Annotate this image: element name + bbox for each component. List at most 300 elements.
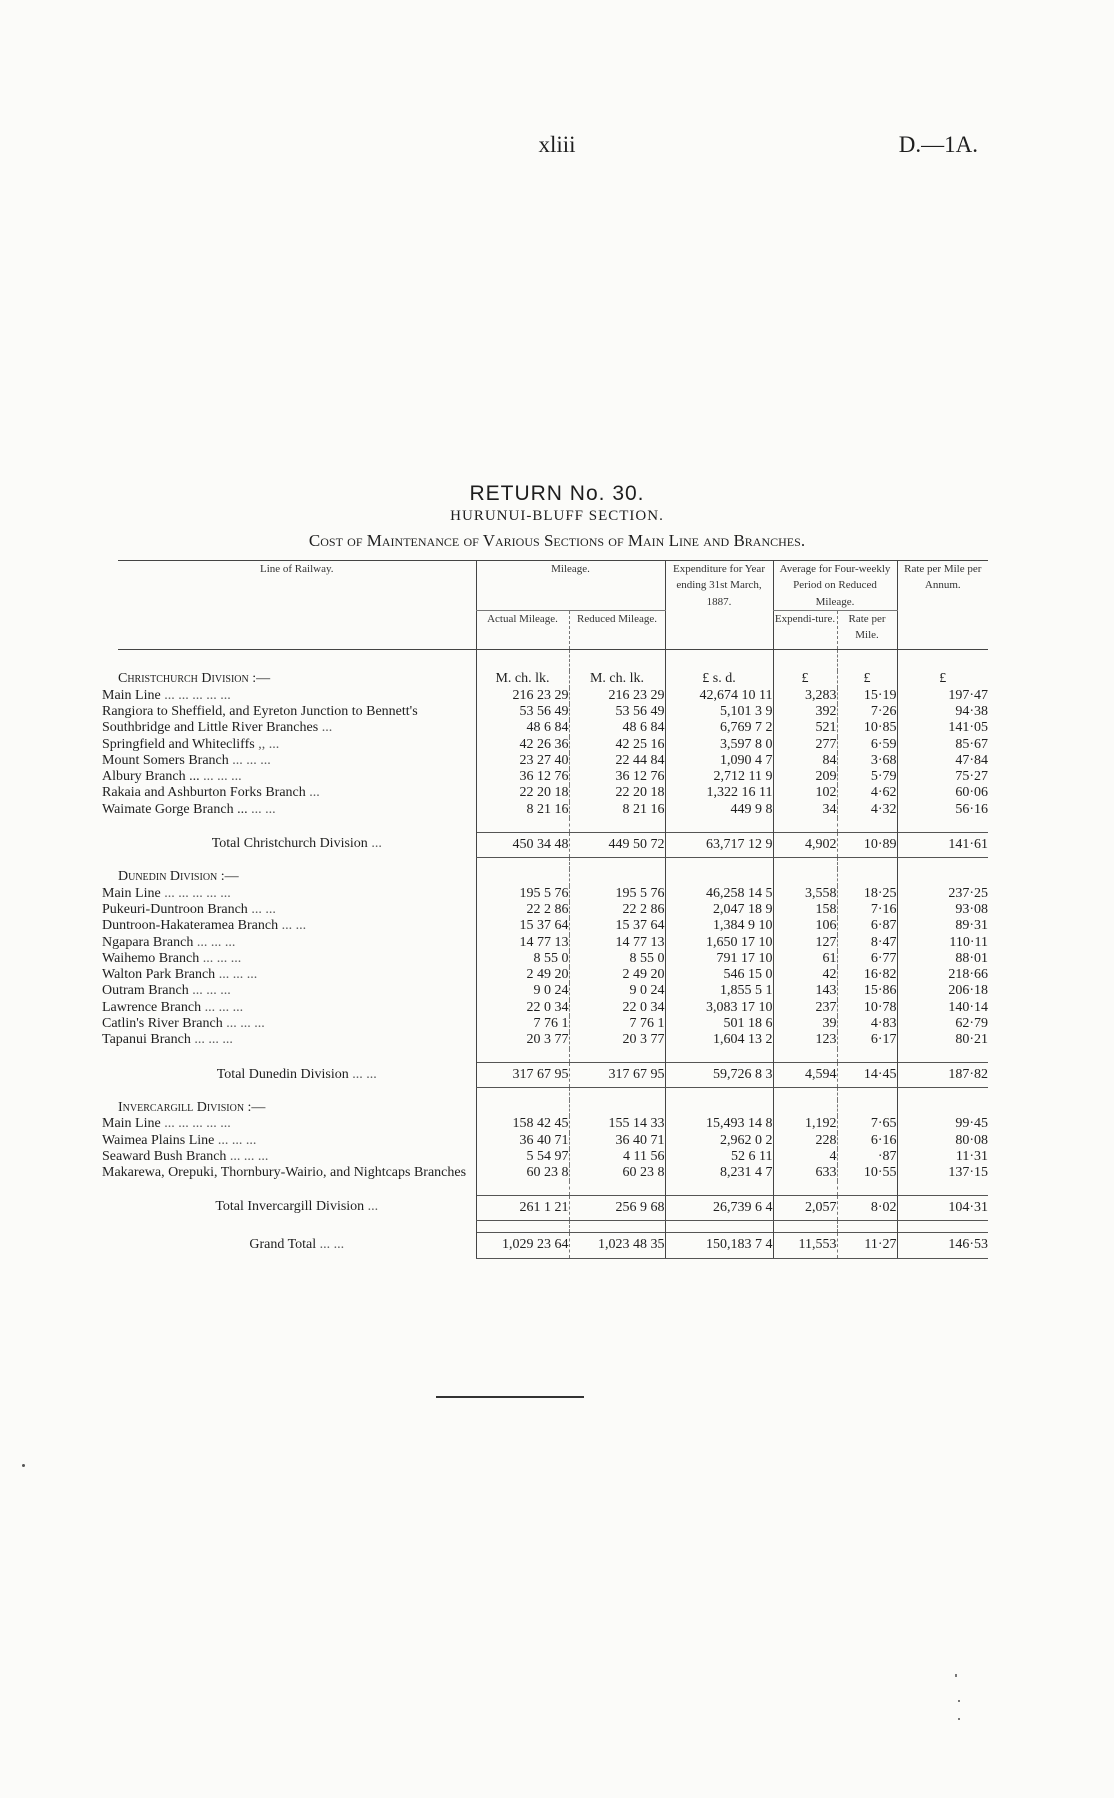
avg-rate-per-mile: 6·16 (837, 1133, 897, 1149)
page-speck (958, 1700, 960, 1702)
table-row (118, 688, 988, 704)
avg-expenditure: 11,553 (773, 1233, 837, 1258)
expenditure: 1,322 16 11 (665, 785, 773, 801)
avg-expenditure: 143 (773, 983, 837, 999)
unit-expenditure: £ s. d. (665, 671, 773, 687)
actual-mileage: 22 2 86 (476, 902, 569, 918)
expenditure: 59,726 8 3 (665, 1063, 773, 1088)
line-label: Mount Somers Branch (102, 752, 229, 768)
actual-mileage: 9 0 24 (476, 983, 569, 999)
avg-expenditure: 521 (773, 720, 837, 736)
leader-dots: ... ... ... ... ... (164, 1116, 231, 1132)
avg-expenditure: 4,594 (773, 1063, 837, 1088)
avg-expenditure: 2,057 (773, 1195, 837, 1220)
line-name (102, 752, 476, 769)
rate-per-annum: 141·05 (897, 720, 988, 736)
avg-expenditure: 102 (773, 785, 837, 801)
expenditure: 1,650 17 10 (665, 935, 773, 951)
page-speck (22, 1464, 25, 1467)
spacer-row (118, 1049, 988, 1063)
spacer-row (118, 1088, 988, 1100)
spacer-row (118, 1181, 988, 1195)
division-heading: Christchurch Division :— (118, 671, 271, 687)
leader-dots: ,, ... (258, 736, 280, 752)
expenditure: 546 15 0 (665, 967, 773, 983)
expenditure: 3,083 17 10 (665, 1000, 773, 1016)
line-label: Total Invercargill Division (215, 1199, 365, 1215)
reduced-mileage: 22 44 84 (569, 753, 665, 769)
table-row (118, 886, 988, 902)
expenditure: 150,183 7 4 (665, 1233, 773, 1258)
line-name (102, 1032, 476, 1048)
document-reference: D.—1A. (898, 132, 978, 157)
line-label: Duntroon-Hakateramea Branch (102, 918, 279, 934)
avg-rate-per-mile: 7·26 (837, 704, 897, 720)
table-row (118, 785, 988, 801)
rate-per-annum: 141·61 (897, 832, 988, 857)
header-rate-per-annum: Rate per Mile per Annum. (897, 561, 988, 650)
table-row (118, 902, 988, 918)
actual-mileage: 7 76 1 (476, 1016, 569, 1032)
leader-dots: ... ... (352, 1066, 377, 1082)
table-row (118, 720, 988, 736)
leader-dots: ... ... ... (217, 1132, 257, 1148)
header-avg-expenditure: Expendi-ture. (773, 610, 837, 649)
avg-rate-per-mile: 6·87 (837, 918, 897, 934)
grand-total-row (118, 1233, 988, 1258)
rate-per-annum: 197·47 (897, 688, 988, 704)
actual-mileage: 5 54 97 (476, 1149, 569, 1165)
dunedin-division-rows (102, 857, 989, 1088)
table-row (118, 1133, 988, 1149)
line-label: Total Christchurch Division (211, 836, 368, 852)
division-total-row (118, 832, 988, 857)
rate-per-annum: 89·31 (897, 918, 988, 934)
line-label: Main Line (102, 687, 161, 703)
reduced-mileage: 1,023 48 35 (569, 1233, 665, 1258)
table-row (118, 935, 988, 951)
rate-per-annum: 187·82 (897, 1063, 988, 1088)
line-name (102, 885, 476, 902)
leader-dots: ... ... ... ... ... (164, 687, 231, 703)
avg-rate-per-mile: 4·62 (837, 785, 897, 801)
page-number: xliii (538, 132, 576, 157)
spacer-row (118, 818, 988, 832)
avg-rate-per-mile: 8·02 (837, 1195, 897, 1220)
avg-rate-per-mile: 4·83 (837, 1016, 897, 1032)
avg-expenditure: 3,283 (773, 688, 837, 704)
rate-per-annum: 93·08 (897, 902, 988, 918)
reduced-mileage: 2 49 20 (569, 967, 665, 983)
division-heading-row (118, 1100, 988, 1116)
reduced-mileage: 36 12 76 (569, 769, 665, 785)
rate-per-annum: 47·84 (897, 753, 988, 769)
rate-per-annum: 75·27 (897, 769, 988, 785)
expenditure: 8,231 4 7 (665, 1165, 773, 1181)
table-caption: Cost of Maintenance of Various Sections of Main Line and Branches. (308, 531, 806, 550)
line-label: Rakaia and Ashburton Forks Branch (102, 785, 306, 801)
header-reduced-mileage: Reduced Mileage. (569, 610, 665, 649)
rate-per-annum: 99·45 (897, 1116, 988, 1132)
reduced-mileage: 216 23 29 (569, 688, 665, 704)
line-name (102, 983, 476, 999)
avg-expenditure: 123 (773, 1032, 837, 1048)
line-name (102, 720, 476, 736)
spacer-row (118, 1221, 988, 1233)
reduced-mileage: 22 0 34 (569, 1000, 665, 1016)
avg-rate-per-mile: 18·25 (837, 886, 897, 902)
expenditure: 449 9 8 (665, 802, 773, 818)
table-row (118, 769, 988, 785)
avg-expenditure: 84 (773, 753, 837, 769)
avg-expenditure: 61 (773, 951, 837, 967)
table-row (118, 967, 988, 983)
line-label: Waimea Plains Line (102, 1132, 215, 1148)
expenditure: 5,101 3 9 (665, 704, 773, 720)
line-name (102, 1116, 476, 1132)
unit-rate: £ (897, 671, 988, 687)
expenditure: 42,674 10 11 (665, 688, 773, 704)
table-row (118, 1116, 988, 1132)
line-name (118, 1063, 476, 1088)
line-name (102, 918, 476, 934)
avg-expenditure: 633 (773, 1165, 837, 1181)
rate-per-annum: 85·67 (897, 737, 988, 753)
table-row (118, 983, 988, 999)
maintenance-cost-table (102, 560, 989, 1259)
leader-dots: ... (367, 1199, 379, 1215)
actual-mileage: 8 55 0 (476, 951, 569, 967)
invercargill-division-rows (102, 1088, 989, 1221)
line-name (102, 950, 476, 967)
line-name (102, 687, 476, 704)
reduced-mileage: 4 11 56 (569, 1149, 665, 1165)
unit-avg-rate: £ (837, 671, 897, 687)
line-name (102, 967, 476, 983)
reduced-mileage: 53 56 49 (569, 704, 665, 720)
leader-dots: ... ... ... (232, 752, 271, 768)
header-row-1 (118, 561, 988, 611)
actual-mileage: 216 23 29 (476, 688, 569, 704)
avg-rate-per-mile: 5·79 (837, 769, 897, 785)
avg-expenditure: 39 (773, 1016, 837, 1032)
table-row (118, 1032, 988, 1048)
expenditure: 6,769 7 2 (665, 720, 773, 736)
avg-expenditure: 277 (773, 737, 837, 753)
expenditure: 1,090 4 7 (665, 753, 773, 769)
reduced-mileage: 9 0 24 (569, 983, 665, 999)
actual-mileage: 60 23 8 (476, 1165, 569, 1181)
header-avg-rate: Rate per Mile. (837, 610, 897, 649)
line-name (102, 703, 476, 720)
line-name (102, 1132, 476, 1149)
avg-rate-per-mile: ·87 (837, 1149, 897, 1165)
reduced-mileage: 195 5 76 (569, 886, 665, 902)
expenditure: 1,855 5 1 (665, 983, 773, 999)
leader-dots: ... ... ... (203, 769, 242, 785)
leader-dots: ... (371, 836, 382, 852)
actual-mileage: 317 67 95 (476, 1063, 569, 1088)
table-row (118, 802, 988, 818)
table-row (118, 704, 988, 720)
table-row (118, 1016, 988, 1032)
reduced-mileage: 317 67 95 (569, 1063, 665, 1088)
table-row (118, 1149, 988, 1165)
rate-per-annum: 237·25 (897, 886, 988, 902)
page-speck (958, 1718, 960, 1720)
line-label: Total Dunedin Division (216, 1066, 349, 1082)
line-label: Lawrence Branch (102, 999, 202, 1015)
rate-per-annum: 11·31 (897, 1149, 988, 1165)
rate-per-annum: 80·21 (897, 1032, 988, 1048)
avg-expenditure: 158 (773, 902, 837, 918)
reduced-mileage: 8 55 0 (569, 951, 665, 967)
avg-expenditure: 209 (773, 769, 837, 785)
rate-per-annum: 60·06 (897, 785, 988, 801)
division-total-row (118, 1195, 988, 1220)
rate-per-annum: 110·11 (897, 935, 988, 951)
actual-mileage: 450 34 48 (476, 832, 569, 857)
return-number-title: RETURN No. 30. (469, 482, 645, 505)
actual-mileage: 36 40 71 (476, 1133, 569, 1149)
avg-rate-per-mile: 6·17 (837, 1032, 897, 1048)
header-average: Average for Four-weekly Period on Reduced Mileage. (773, 561, 897, 611)
leader-dots: ... ... ... (218, 967, 258, 983)
leader-dots: ... ... (251, 801, 276, 817)
leader-dots: ... (321, 720, 333, 736)
reduced-mileage: 48 6 84 (569, 720, 665, 736)
avg-expenditure: 1,192 (773, 1116, 837, 1132)
avg-expenditure: 392 (773, 704, 837, 720)
expenditure: 15,493 14 8 (665, 1116, 773, 1132)
unit-avg-exp: £ (773, 671, 837, 687)
division-heading: Invercargill Division :— (118, 1099, 266, 1115)
rate-per-annum: 137·15 (897, 1165, 988, 1181)
unit-reduced: M. ch. lk. (569, 671, 665, 687)
actual-mileage: 20 3 77 (476, 1032, 569, 1048)
leader-dots: ... ... ... (192, 983, 231, 999)
actual-mileage: 53 56 49 (476, 704, 569, 720)
table-row (118, 753, 988, 769)
actual-mileage: 195 5 76 (476, 886, 569, 902)
avg-rate-per-mile: 16·82 (837, 967, 897, 983)
line-label: Main Line (102, 885, 161, 901)
line-label: Grand Total (249, 1236, 317, 1252)
rate-per-annum: 140·14 (897, 1000, 988, 1016)
leader-dots: ... ... (251, 901, 276, 917)
expenditure: 501 18 6 (665, 1016, 773, 1032)
division-total-row (118, 1063, 988, 1088)
avg-rate-per-mile: 15·19 (837, 688, 897, 704)
line-label: Waihemo Branch (102, 950, 200, 966)
table-row (118, 737, 988, 753)
line-label: Makarewa, Orepuki, Thornbury-Wairio, and Nightcaps Branches (102, 1165, 467, 1181)
line-name (102, 901, 476, 918)
avg-rate-per-mile: 10·89 (837, 832, 897, 857)
line-name (102, 999, 476, 1016)
reduced-mileage: 36 40 71 (569, 1133, 665, 1149)
avg-expenditure: 127 (773, 935, 837, 951)
expenditure: 52 6 11 (665, 1149, 773, 1165)
leader-dots: ... ... ... (202, 950, 242, 966)
avg-rate-per-mile: 11·27 (837, 1233, 897, 1258)
avg-rate-per-mile: 7·65 (837, 1116, 897, 1132)
reduced-mileage: 14 77 13 (569, 935, 665, 951)
rate-per-annum: 62·79 (897, 1016, 988, 1032)
christchurch-division-rows (102, 687, 989, 858)
expenditure: 2,047 18 9 (665, 902, 773, 918)
reduced-mileage: 8 21 16 (569, 802, 665, 818)
avg-expenditure: 42 (773, 967, 837, 983)
grand-total-rows (118, 1221, 988, 1258)
table-row (118, 951, 988, 967)
reduced-mileage: 155 14 33 (569, 1116, 665, 1132)
header-line-of-railway: Line of Railway. (118, 561, 476, 650)
line-name (102, 785, 476, 801)
line-name (102, 934, 476, 951)
line-label: Ngapara Branch (102, 934, 194, 950)
avg-rate-per-mile: 3·68 (837, 753, 897, 769)
leader-dots: ... ... ... (196, 934, 236, 950)
reduced-mileage: 22 20 18 (569, 785, 665, 801)
avg-rate-per-mile: 15·86 (837, 983, 897, 999)
unit-actual: M. ch. lk. (476, 671, 569, 687)
actual-mileage: 36 12 76 (476, 769, 569, 785)
actual-mileage: 158 42 45 (476, 1116, 569, 1132)
rate-per-annum: 56·16 (897, 802, 988, 818)
avg-expenditure: 34 (773, 802, 837, 818)
avg-expenditure: 237 (773, 1000, 837, 1016)
reduced-mileage: 7 76 1 (569, 1016, 665, 1032)
page-speck (955, 1674, 957, 1677)
reduced-mileage: 15 37 64 (569, 918, 665, 934)
line-label: Waimate Gorge Branch ... (102, 801, 248, 817)
expenditure: 46,258 14 5 (665, 886, 773, 902)
line-name (102, 1148, 476, 1165)
avg-rate-per-mile: 6·77 (837, 951, 897, 967)
avg-rate-per-mile: 8·47 (837, 935, 897, 951)
rate-per-annum: 80·08 (897, 1133, 988, 1149)
line-name (102, 1165, 476, 1181)
leader-dots: ... (309, 785, 320, 801)
header-expenditure: Expenditure for Year ending 31st March, 1887. (665, 561, 773, 650)
line-name (118, 832, 476, 857)
header-mileage: Mileage. (476, 561, 665, 611)
line-name (102, 801, 476, 818)
avg-expenditure: 3,558 (773, 886, 837, 902)
leader-dots: ... ... (281, 918, 307, 934)
line-name (102, 1016, 476, 1032)
expenditure: 63,717 12 9 (665, 832, 773, 857)
line-label: Outram Branch (102, 983, 189, 999)
avg-rate-per-mile: 10·55 (837, 1165, 897, 1181)
line-label: Albury Branch ... (102, 769, 200, 785)
leader-dots: ... ... ... ... ... (164, 885, 231, 901)
actual-mileage: 48 6 84 (476, 720, 569, 736)
line-label: Rangiora to Sheffield, and Eyreton Junction to Bennett's (102, 703, 418, 719)
reduced-mileage: 22 2 86 (569, 902, 665, 918)
actual-mileage: 2 49 20 (476, 967, 569, 983)
actual-mileage: 42 26 36 (476, 737, 569, 753)
units-row (118, 671, 988, 687)
table-row (118, 1000, 988, 1016)
rate-per-annum: 88·01 (897, 951, 988, 967)
table-row (118, 1165, 988, 1181)
leader-dots: ... ... ... (204, 999, 244, 1015)
leader-dots: ... ... ... (194, 1032, 233, 1048)
avg-rate-per-mile: 14·45 (837, 1063, 897, 1088)
line-label: Tapanui Branch (102, 1032, 191, 1048)
reduced-mileage: 256 9 68 (569, 1195, 665, 1220)
rate-per-annum: 206·18 (897, 983, 988, 999)
leader-dots: ... ... ... (226, 1016, 265, 1032)
avg-rate-per-mile: 10·85 (837, 720, 897, 736)
expenditure: 1,384 9 10 (665, 918, 773, 934)
spacer-row (118, 857, 988, 869)
avg-rate-per-mile: 4·32 (837, 802, 897, 818)
rate-per-annum: 94·38 (897, 704, 988, 720)
line-label: Seaward Bush Branch (102, 1148, 227, 1164)
line-label: Southbridge and Little River Branches (102, 720, 319, 736)
expenditure: 3,597 8 0 (665, 737, 773, 753)
line-label: Main Line (102, 1116, 161, 1132)
actual-mileage: 1,029 23 64 (476, 1233, 569, 1258)
leader-dots: ... ... ... (229, 1148, 269, 1164)
line-label: Pukeuri-Duntroon Branch (102, 901, 248, 917)
line-name (102, 736, 476, 753)
actual-mileage: 14 77 13 (476, 935, 569, 951)
rate-per-annum: 104·31 (897, 1195, 988, 1220)
expenditure: 2,712 11 9 (665, 769, 773, 785)
table-row (118, 918, 988, 934)
actual-mileage: 15 37 64 (476, 918, 569, 934)
leader-dots: ... ... (319, 1236, 345, 1252)
division-heading: Dunedin Division :— (118, 869, 239, 885)
reduced-mileage: 20 3 77 (569, 1032, 665, 1048)
actual-mileage: 22 0 34 (476, 1000, 569, 1016)
expenditure: 26,739 6 4 (665, 1195, 773, 1220)
avg-expenditure: 4,902 (773, 832, 837, 857)
closing-rule (436, 1396, 584, 1398)
header-actual-mileage: Actual Mileage. (476, 610, 569, 649)
section-title: HURUNUI-BLUFF SECTION. (450, 508, 664, 524)
reduced-mileage: 449 50 72 (569, 832, 665, 857)
expenditure: 791 17 10 (665, 951, 773, 967)
line-label: Catlin's River Branch (102, 1016, 223, 1032)
division-heading-row (118, 869, 988, 885)
avg-expenditure: 106 (773, 918, 837, 934)
reduced-mileage: 42 25 16 (569, 737, 665, 753)
expenditure: 1,604 13 2 (665, 1032, 773, 1048)
line-name (118, 1233, 476, 1258)
line-label: Springfield and Whitecliffs (102, 736, 255, 752)
avg-rate-per-mile: 7·16 (837, 902, 897, 918)
actual-mileage: 261 1 21 (476, 1195, 569, 1220)
actual-mileage: 23 27 40 (476, 753, 569, 769)
actual-mileage: 8 21 16 (476, 802, 569, 818)
line-name (118, 1195, 476, 1220)
avg-expenditure: 4 (773, 1149, 837, 1165)
avg-rate-per-mile: 6·59 (837, 737, 897, 753)
rate-per-annum: 146·53 (897, 1233, 988, 1258)
actual-mileage: 22 20 18 (476, 785, 569, 801)
avg-expenditure: 228 (773, 1133, 837, 1149)
expenditure: 2,962 0 2 (665, 1133, 773, 1149)
line-label: Walton Park Branch (102, 967, 216, 983)
reduced-mileage: 60 23 8 (569, 1165, 665, 1181)
avg-rate-per-mile: 10·78 (837, 1000, 897, 1016)
spacer-row (118, 649, 988, 671)
